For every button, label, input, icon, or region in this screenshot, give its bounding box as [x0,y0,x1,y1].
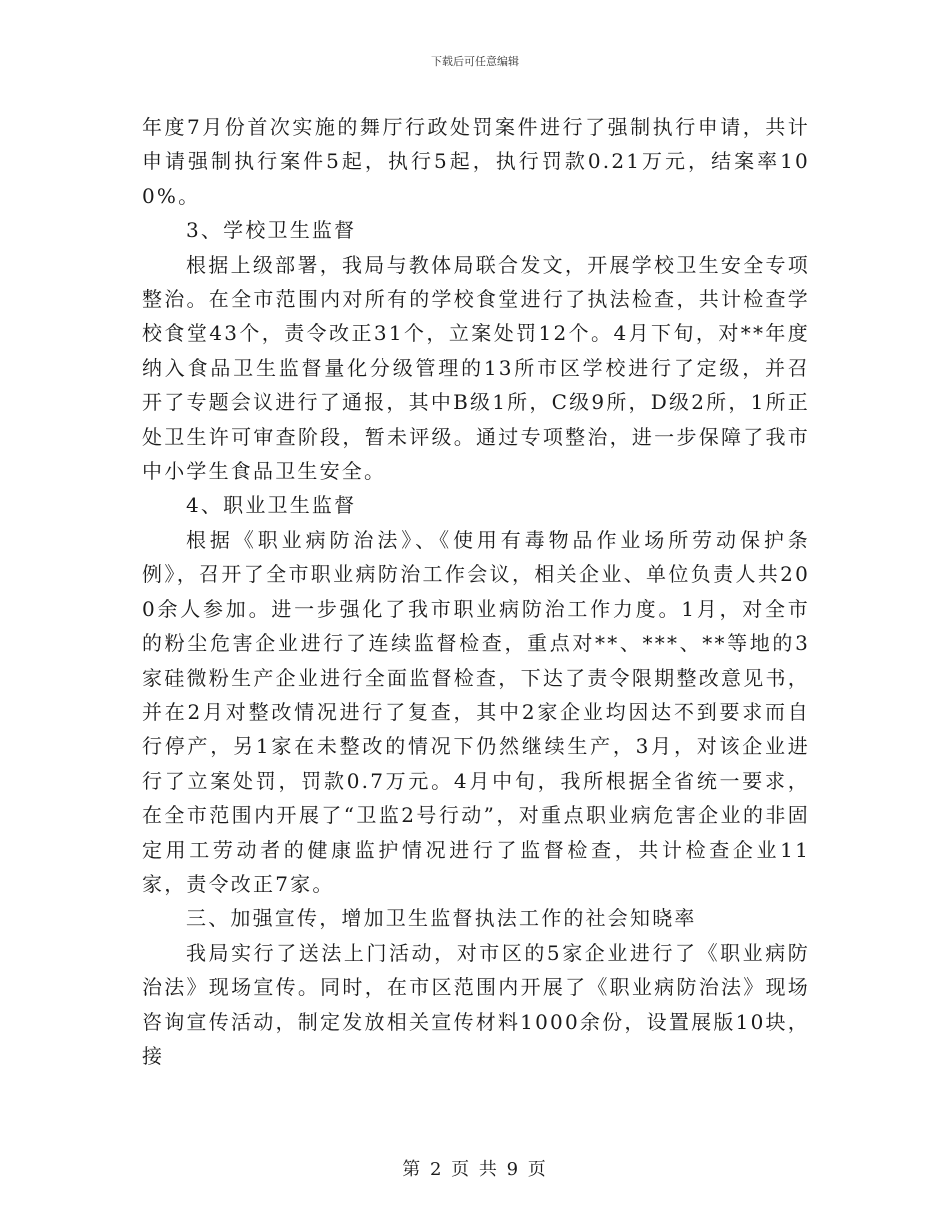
paragraph-school-hygiene: 根据上级部署，我局与教体局联合发文，开展学校卫生安全专项整治。在全市范围内对所有的学校食堂进行了执法检查，共计检查学校食堂43个，责令改正31个，立案处罚12个。4月下旬，对**年度纳入食品卫生监督量化分级管理的13所市区学校进行了定级，并召开了专题会议进行了通报，其中B级1所，C级9所，D级2所，1所正处卫生许可审查阶段，暂未评级。通过专项整治，进一步保障了我市中小学生食品卫生安全。 [142,252,810,484]
paragraph-continuation: 年度7月份首次实施的舞厅行政处罚案件进行了强制执行申请，共计申请强制执行案件5起，执行5起，执行罚款0.21万元，结案率100%。 [142,115,810,208]
paragraph-publicity: 我局实行了送法上门活动，对市区的5家企业进行了《职业病防治法》现场宣传。同时，在市区范围内开展了《职业病防治法》现场咨询宣传活动，制定发放相关宣传材料1000余份，设置展版10块，接 [142,940,810,1068]
paragraph-occupational-hygiene: 根据《职业病防治法》、《使用有毒物品作业场所劳动保护条例》，召开了全市职业病防治工作会议，相关企业、单位负责人共200余人参加。进一步强化了我市职业病防治工作力度。1月，对全市的粉尘危害企业进行了连续监督检查，重点对**、***、**等地的3家硅微粉生产企业进行全面监督检查，下达了责令限期整改意见书，并在2月对整改情况进行了复查，其中2家企业均因达不到要求而自行停产，另1家在未整改的情况下仍然继续生产，3月，对该企业进行了立案处罚，罚款0.7万元。4月中旬，我所根据全省统一要求，在全市范围内开展了“卫监2号行动”，对重点职业病危害企业的非固定用工劳动者的健康监护情况进行了监督检查，共计检查企业11家，责令改正7家。 [142,527,810,896]
section-heading-occupational-hygiene: 4、职业卫生监督 [186,493,357,518]
page-number-footer: 第 2 页 共 9 页 [402,1159,548,1180]
page-header: 下载后可任意编辑 [431,55,519,68]
section-heading-school-hygiene: 3、学校卫生监督 [186,218,357,243]
section-heading-publicity: 三、加强宣传，增加卫生监督执法工作的社会知晓率 [186,906,697,931]
document-body [142,110,810,1073]
